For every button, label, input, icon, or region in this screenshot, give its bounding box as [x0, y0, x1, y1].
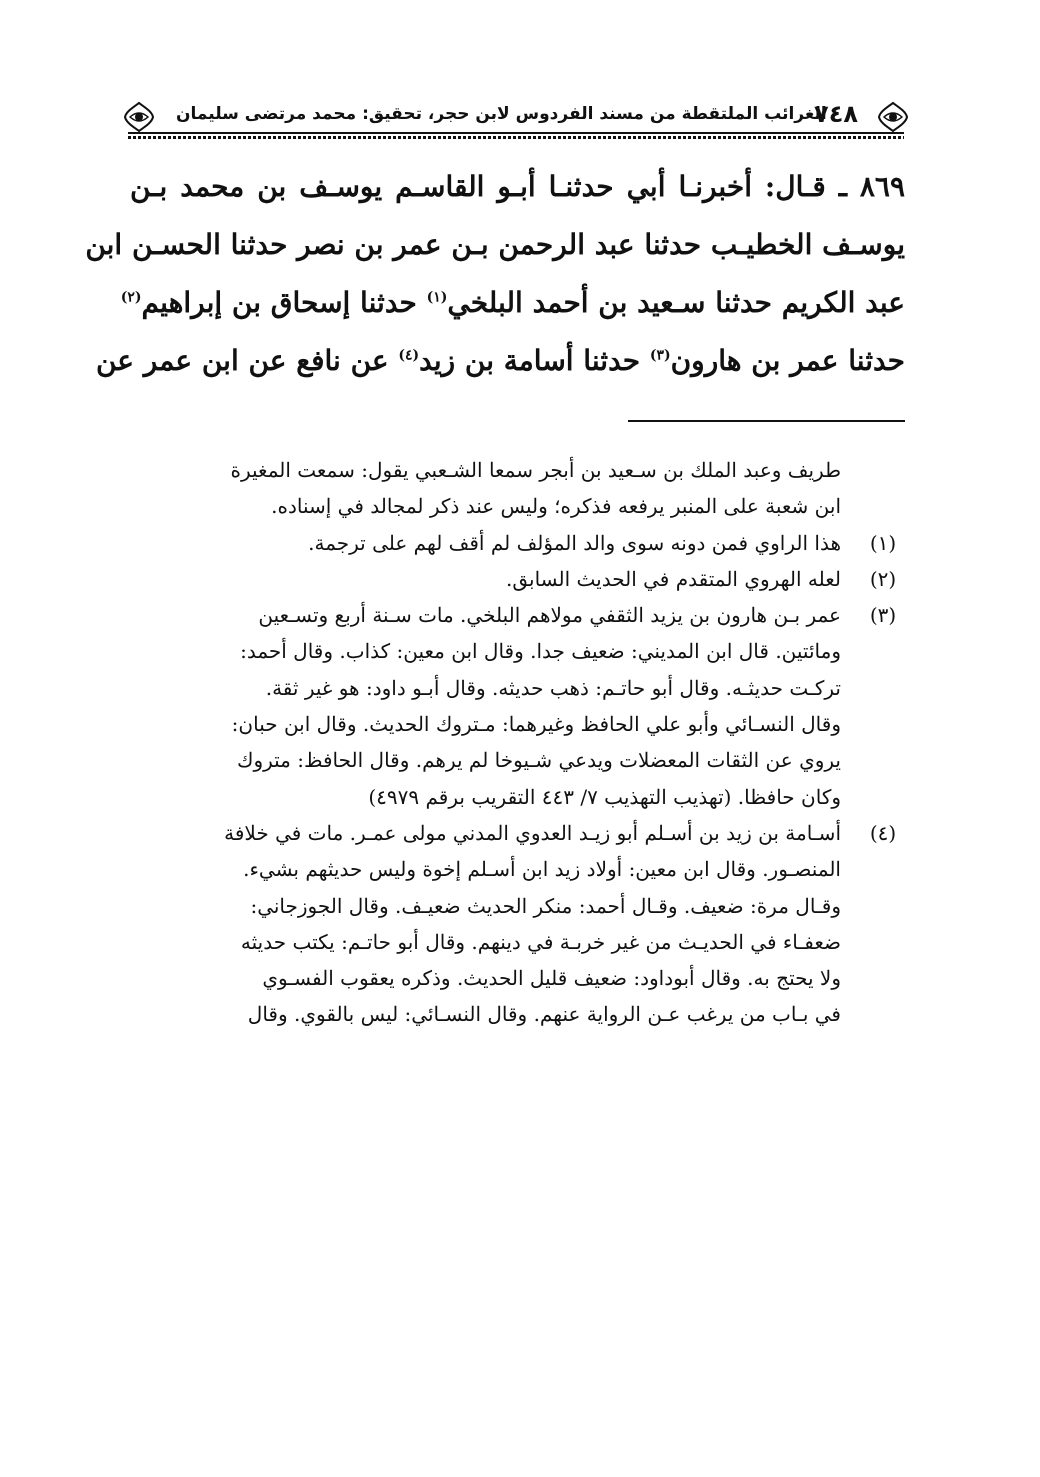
header-rule	[128, 132, 904, 134]
footnote-2	[130, 561, 905, 597]
text-line: يوسـف الخطيـب حدثنا عبد الرحمن بـن عمر بن نصر حدثنا الحسـن ابن	[85, 228, 905, 261]
footnote-line: وقال النسـائي وأبو علي الحافظ وغيرهما: مـتروك الحديث. وقال ابن حبان:	[231, 712, 841, 737]
footnote-line: لعله الهروي المتقدم في الحديث السابق.	[505, 566, 841, 591]
footnote-number: (٣)	[869, 603, 897, 628]
footnote-4	[130, 815, 905, 1033]
footnote-line: تركـت حديثـه. وقال أبو حاتـم: ذهب حديثه. وقال أبـو داود: هو غير ثقة.	[265, 675, 841, 700]
footnote-line: وقـال مرة: ضعيف. وقـال أحمد: منكر الحديث ضعيـف. وقال الجوزجاني:	[250, 893, 841, 918]
footnote-ref: (١)	[426, 289, 448, 306]
footnote-ref: (٤)	[398, 347, 420, 364]
footnote-line: طريف وعبد الملك بن سـعيد بن أبجر سمعا الشـعبي يقول: سمعت المغيرة	[230, 458, 841, 482]
footnote-line: في بـاب من يرغب عـن الرواية عنهم. وقال النسـائي: ليس بالقوي. وقال	[247, 1002, 841, 1027]
footnote-line: المنصـور. وقال ابن معين: أولاد زيد ابن أسـلم إخوة وليس حديثهم بشيء.	[243, 857, 841, 882]
text-line: حدثنا عمر بن هارون$^{(٣)}$ حدثنا أسامة بن زيد$^{(٤)}$ عن نافع عن ابن عمر عن	[95, 344, 905, 377]
footnote-ref: (٢)	[120, 289, 142, 306]
footnote-line: ابن شعبة على المنبر يرفعه فذكره؛ وليس عند ذكر لمجالد في إسناده.	[271, 494, 841, 519]
footnotes	[130, 452, 905, 1033]
footnote-line: ضعفـاء في الحديـث من غير خربـة في دينهم. وقال أبو حاتـم: يكتب حديثه	[240, 929, 841, 954]
footnote-line: وكان حافظا. (تهذيب التهذيب ٧/ ٤٤٣ التقريب برقم ٤٩٧٩)	[368, 784, 841, 809]
footnote-line: يروي عن الثقات المعضلات ويدعي شـيوخا لم يرهم. وقال الحافظ: متروك	[236, 748, 841, 773]
main-text	[85, 158, 905, 390]
footnote-ref: (٣)	[649, 347, 671, 364]
footnote-number: (١)	[869, 530, 897, 555]
footnote-line: أسـامة بن زيد بن أسـلم أبو زيـد العدوي المدني مولى عمـر. مات في خلافة	[224, 820, 841, 845]
header-border	[128, 136, 904, 139]
footnote-line: هذا الراوي فمن دونه سوى والد المؤلف لم أقف لهم على ترجمة.	[308, 530, 841, 555]
footnote-continuation	[130, 452, 905, 525]
footnote-line: ولا يحتج به. وقال أبوداود: ضعيف قليل الحديث. وذكره يعقوب الفسـوي	[262, 966, 841, 991]
footnote-separator	[628, 420, 905, 422]
ornament-icon	[876, 100, 910, 134]
footnote-line: عمر بـن هارون بن يزيد الثقفي مولاهم البلخي. مات سـنة أربع وتسـعين	[258, 603, 841, 628]
page-header	[128, 98, 904, 138]
footnote-number: (٤)	[869, 820, 897, 845]
text-line: ٨٦٩ ـ قـال: أخبرنـا أبي حدثنـا أبـو القاسـم يوسـف بن محمد بـن	[130, 170, 905, 203]
ornament-icon	[122, 100, 156, 134]
footnote-number: (٢)	[869, 566, 897, 591]
footnote-1	[130, 525, 905, 561]
page-number: ٧٤٨	[814, 100, 858, 128]
footnote-line: ومائتين. قال ابن المديني: ضعيف جدا. وقال ابن معين: كذاب. وقال أحمد:	[240, 639, 841, 664]
footnote-3	[130, 597, 905, 815]
running-title: الغرائب الملتقطة من مسند الفردوس لابن حجر، تحقيق: محمد مرتضى سليمان	[176, 104, 827, 124]
text-line: عبد الكريم حدثنا سـعيد بن أحمد البلخي$^{(١)}$ حدثنا إسحاق بن إبراهيم$^{(٢)}$	[120, 286, 905, 319]
